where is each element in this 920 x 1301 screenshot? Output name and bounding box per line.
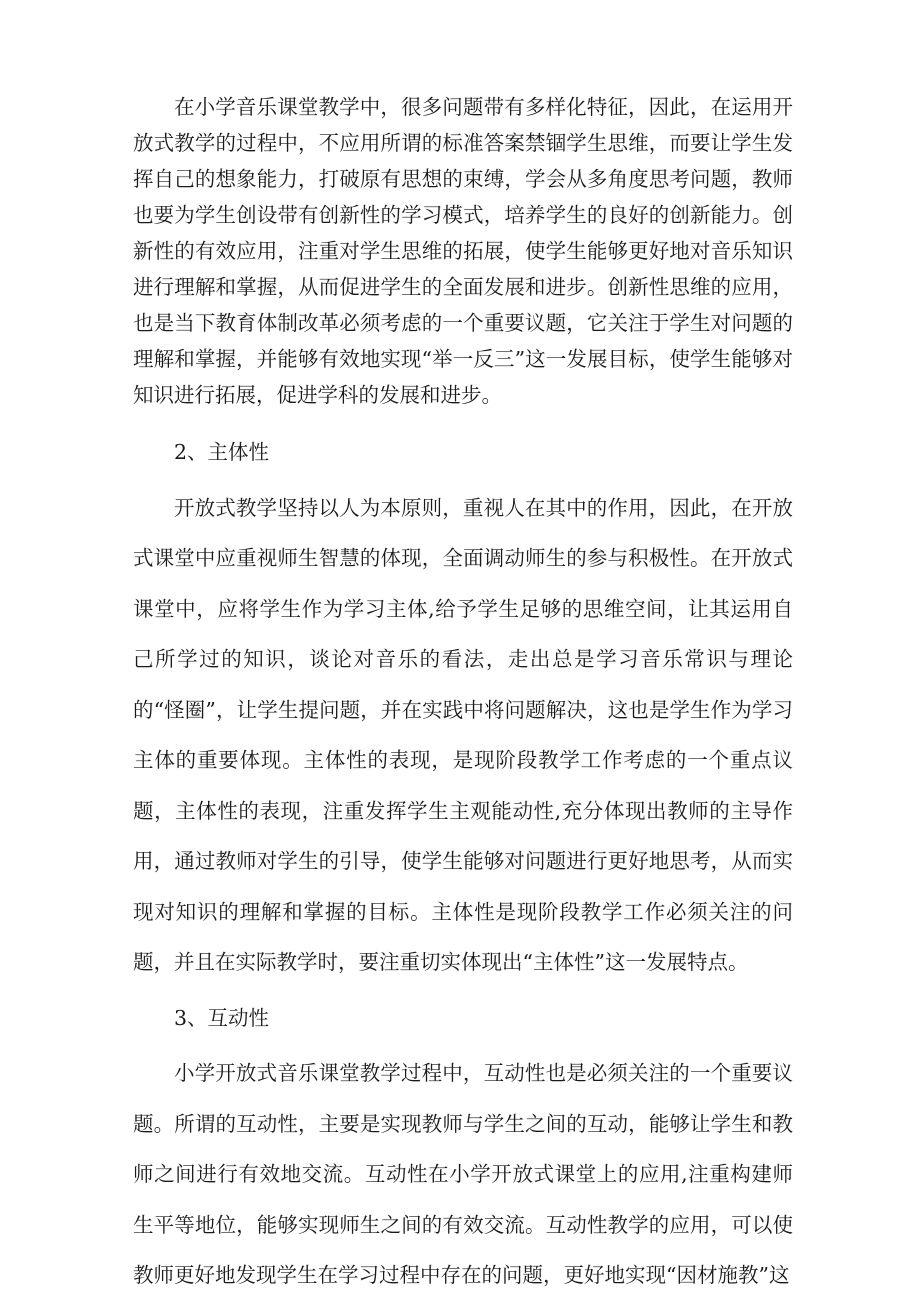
- paragraph-subjectivity: 开放式教学坚持以人为本原则，重视人在其中的作用，因此，在开放式课堂中应重视师生智慧的体现，全面调动师生的参与积极性。在开放式课堂中，应将学生作为学习主体,给予学生足够的思维空间，让其运用自己所学过的知识，谈论对音乐的看法，走出总是学习音乐常识与理论的“怪圈”，让学生提问题，并在实践中将问题解决，这也是学生作为学习主体的重要体现。主体性的表现，是现阶段教学工作考虑的一个重点议题，主体性的表现，注重发挥学生主观能动性,充分体现出教师的主导作用，通过教师对学生的引导，使学生能够对问题进行更好地思考，从而实现对知识的理解和掌握的目标。主体性是现阶段教学工作必须关注的问题，并且在实际教学时，要注重切实体现出“主体性”这一发展特点。: [133, 495, 793, 974]
- paragraph-innovation: 在小学音乐课堂教学中，很多问题带有多样化特征，因此，在运用开放式教学的过程中，不应用所谓的标准答案禁锢学生思维，而要让学生发挥自己的想象能力，打破原有思想的束缚，学会从多角度思考问题，教师也要为学生创设带有创新性的学习模式，培养学生的良好的创新能力。创新性的有效应用，注重对学生思维的拓展，使学生能够更好地对音乐知识进行理解和掌握，从而促进学生的全面发展和进步。创新性思维的应用，也是当下教育体制改革必须考虑的一个重要议题，它关注于学生对问题的理解和掌握，并能够有效地实现“举一反三”这一发展目标，使学生能够对知识进行拓展，促进学科的发展和进步。: [133, 95, 793, 407]
- section-heading-interactivity: 3、互动性: [174, 1005, 270, 1030]
- section-heading-subjectivity: 2、主体性: [174, 440, 270, 464]
- document-body: [133, 89, 793, 1301]
- paragraph-interactivity: 小学开放式音乐课堂教学过程中，互动性也是必须关注的一个重要议题。所谓的互动性，主要是实现教师与学生之间的互动，能够让学生和教师之间进行有效地交流。互动性在小学开放式课堂上的应用,注重构建师生平等地位，能够实现师生之间的有效交流。互动性教学的应用，可以使教师更好地发现学生在学习过程中存在的问题，更好地实现“因材施教”这: [133, 1061, 793, 1287]
